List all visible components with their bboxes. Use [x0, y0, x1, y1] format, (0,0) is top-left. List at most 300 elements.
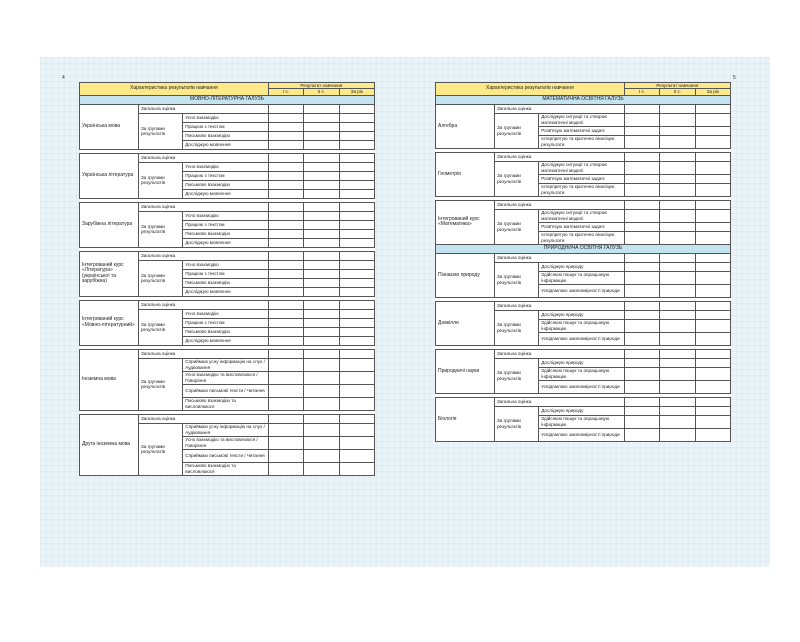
- grade-cell: [304, 309, 339, 318]
- result-item: Усно взаємодію: [183, 162, 269, 171]
- grade-cell: [268, 229, 303, 238]
- grade-cell: [304, 397, 339, 410]
- grade-cell: [304, 180, 339, 189]
- result-item: Усно взаємодію: [183, 211, 269, 220]
- general-assessment-label: Загальна оцінка: [495, 152, 625, 161]
- grade-cell: [268, 162, 303, 171]
- grade-cell: [695, 209, 730, 222]
- grade-cell: [695, 200, 730, 209]
- grade-cell: [624, 135, 659, 148]
- result-item: Інтерпретую та критично аналізую результати: [539, 231, 625, 244]
- grade-cell: [268, 287, 303, 296]
- subject-name: Іноземна мова: [80, 349, 139, 410]
- grade-cell: [624, 113, 659, 126]
- page-number-left: 4: [62, 75, 65, 81]
- grade-cell: [268, 113, 303, 122]
- section-band: МАТЕМАТИЧНА ОСВІТНЯ ГАЛУЗЬ: [436, 95, 731, 104]
- grade-cell: [268, 358, 303, 371]
- result-item: Досліджую ситуації та створює математичні моделі: [539, 113, 625, 126]
- grade-cell: [268, 202, 303, 211]
- subject-name: Природничі науки: [436, 349, 495, 393]
- grade-cell: [304, 278, 339, 287]
- grade-cell: [304, 113, 339, 122]
- grade-cell: [304, 122, 339, 131]
- grade-cell: [695, 367, 730, 380]
- grade-cell: [660, 174, 695, 183]
- grade-cell: [304, 449, 339, 462]
- general-assessment-label: Загальна оцінка: [495, 349, 625, 358]
- grade-cell: [304, 318, 339, 327]
- result-item: Усвідомлюю закономірності природи: [539, 332, 625, 345]
- grade-cell: [660, 135, 695, 148]
- grade-cell: [695, 161, 730, 174]
- grade-cell: [339, 384, 374, 397]
- grade-cell: [339, 309, 374, 318]
- result-item: Працюю з текстом: [183, 122, 269, 131]
- grade-cell: [660, 301, 695, 310]
- grade-cell: [695, 284, 730, 297]
- grade-cell: [304, 189, 339, 198]
- subject-name: Інтегрований курс «Мовно-літературний»: [80, 300, 139, 345]
- result-item: Здійснюю пошук та опрацьовую інформацію: [539, 271, 625, 284]
- subject-name: Біологія: [436, 397, 495, 441]
- grade-cell: [304, 162, 339, 171]
- grade-cell: [660, 231, 695, 244]
- general-assessment-label: Загальна оцінка: [495, 397, 625, 406]
- grade-cell: [624, 253, 659, 262]
- grade-cell: [268, 238, 303, 247]
- grade-cell: [660, 262, 695, 271]
- general-assessment-label: Загальна оцінка: [495, 253, 625, 262]
- grade-cell: [268, 171, 303, 180]
- grade-cell: [268, 449, 303, 462]
- grade-cell: [660, 349, 695, 358]
- grade-cell: [624, 367, 659, 380]
- grade-cell: [624, 406, 659, 415]
- subject-name: Алгебра: [436, 104, 495, 148]
- result-item: Досліджую мовлення: [183, 140, 269, 149]
- subject-name: Українська література: [80, 153, 139, 198]
- grade-cell: [624, 380, 659, 393]
- result-item: Працюю з текстом: [183, 318, 269, 327]
- grade-cell: [304, 211, 339, 220]
- results-table: [435, 82, 731, 442]
- grade-cell: [660, 126, 695, 135]
- general-assessment-label: Загальна оцінка: [139, 349, 269, 358]
- result-item: Письмово взаємодію: [183, 229, 269, 238]
- grade-cell: [660, 319, 695, 332]
- result-group-label: За групами результатів: [139, 309, 183, 345]
- subject-name: Довкілля: [436, 301, 495, 345]
- grade-cell: [304, 336, 339, 345]
- grade-cell: [624, 209, 659, 222]
- grade-cell: [624, 397, 659, 406]
- result-item: Сприймаю письмові тексти / Читання: [183, 384, 269, 397]
- grade-cell: [268, 189, 303, 198]
- grade-cell: [660, 152, 695, 161]
- grade-cell: [695, 358, 730, 367]
- document-sheet: [40, 57, 770, 567]
- grade-cell: [304, 131, 339, 140]
- grade-cell: [304, 436, 339, 449]
- grade-cell: [339, 336, 374, 345]
- grade-cell: [268, 462, 303, 475]
- grade-cell: [660, 209, 695, 222]
- result-item: Усно взаємодію: [183, 260, 269, 269]
- grade-cell: [695, 253, 730, 262]
- grade-cell: [268, 414, 303, 423]
- result-item: Працюю з текстом: [183, 269, 269, 278]
- grade-cell: [339, 318, 374, 327]
- grade-cell: [339, 113, 374, 122]
- general-assessment-label: Загальна оцінка: [495, 200, 625, 209]
- grade-cell: [268, 140, 303, 149]
- grade-cell: [660, 161, 695, 174]
- grade-cell: [660, 253, 695, 262]
- header-year: За рік: [695, 89, 730, 95]
- result-item: Письмово взаємодію та висловлююся: [183, 397, 269, 410]
- subject-name: Інтегрований курс «Література» (української та зарубіжна): [80, 251, 139, 296]
- grade-cell: [304, 349, 339, 358]
- grade-cell: [339, 449, 374, 462]
- grade-cell: [660, 367, 695, 380]
- result-item: Усвідомлюю закономірності природи: [539, 428, 625, 441]
- grade-cell: [339, 397, 374, 410]
- grade-cell: [304, 202, 339, 211]
- general-assessment-label: Загальна оцінка: [495, 301, 625, 310]
- grade-cell: [695, 310, 730, 319]
- result-group-label: За групами результатів: [495, 209, 539, 244]
- grade-cell: [268, 220, 303, 229]
- grade-cell: [660, 332, 695, 345]
- result-item: Досліджую природу: [539, 262, 625, 271]
- grade-cell: [268, 260, 303, 269]
- result-group-label: За групами результатів: [139, 113, 183, 149]
- grade-cell: [660, 113, 695, 126]
- grade-cell: [695, 301, 730, 310]
- table-header-title: Характеристика результатів навчання: [80, 83, 269, 96]
- general-assessment-label: Загальна оцінка: [139, 414, 269, 423]
- result-item: Досліджую природу: [539, 358, 625, 367]
- grade-cell: [304, 171, 339, 180]
- grade-cell: [660, 200, 695, 209]
- grade-cell: [624, 310, 659, 319]
- grade-cell: [695, 231, 730, 244]
- result-item: Досліджую природу: [539, 310, 625, 319]
- grade-cell: [339, 371, 374, 384]
- result-item: Здійснюю пошук та опрацьовую інформацію: [539, 415, 625, 428]
- grade-cell: [624, 152, 659, 161]
- grade-cell: [624, 161, 659, 174]
- grade-cell: [268, 371, 303, 384]
- grade-cell: [304, 462, 339, 475]
- table-header-title: Характеристика результатів навчання: [436, 83, 625, 96]
- grade-cell: [268, 180, 303, 189]
- subject-name: Українська мова: [80, 104, 139, 149]
- grade-cell: [339, 162, 374, 171]
- grade-cell: [695, 135, 730, 148]
- grade-cell: [339, 287, 374, 296]
- result-item: Працюю з текстом: [183, 220, 269, 229]
- grade-cell: [660, 380, 695, 393]
- result-group-label: За групами результатів: [139, 423, 183, 475]
- result-item: Досліджую мовлення: [183, 287, 269, 296]
- grade-cell: [624, 319, 659, 332]
- grade-cell: [624, 262, 659, 271]
- grade-cell: [268, 349, 303, 358]
- subject-name: Зарубіжна література: [80, 202, 139, 247]
- result-item: Інтерпретую та критично аналізую результати: [539, 135, 625, 148]
- grade-cell: [660, 104, 695, 113]
- page-number-right: 5: [733, 75, 736, 81]
- grade-cell: [660, 406, 695, 415]
- grade-cell: [695, 349, 730, 358]
- result-group-label: За групами результатів: [495, 310, 539, 345]
- general-assessment-label: Загальна оцінка: [139, 300, 269, 309]
- grade-cell: [304, 238, 339, 247]
- grade-cell: [339, 251, 374, 260]
- grade-cell: [695, 415, 730, 428]
- grade-cell: [339, 327, 374, 336]
- result-group-label: За групами результатів: [495, 358, 539, 393]
- general-assessment-label: Загальна оцінка: [139, 153, 269, 162]
- header-semester-2: ІІ с.: [304, 89, 339, 95]
- grade-cell: [304, 358, 339, 371]
- grade-cell: [268, 122, 303, 131]
- result-item: Досліджую ситуації та створює математичні моделі: [539, 161, 625, 174]
- result-item: Усвідомлюю закономірності природи: [539, 380, 625, 393]
- left-page: [79, 82, 375, 476]
- grade-cell: [268, 251, 303, 260]
- grade-cell: [695, 113, 730, 126]
- grade-cell: [624, 349, 659, 358]
- general-assessment-label: Загальна оцінка: [495, 104, 625, 113]
- grade-cell: [304, 229, 339, 238]
- result-group-label: За групами результатів: [495, 161, 539, 196]
- result-item: Розв'язую математичні задачі: [539, 174, 625, 183]
- grade-cell: [268, 131, 303, 140]
- grade-cell: [660, 358, 695, 367]
- grade-cell: [304, 423, 339, 436]
- grade-cell: [695, 406, 730, 415]
- grade-cell: [660, 310, 695, 319]
- subject-name: Пізнаємо природу: [436, 253, 495, 297]
- result-item: Розв'язую математичні задачі: [539, 222, 625, 231]
- grade-cell: [339, 278, 374, 287]
- result-item: Сприймаю усну інформацію на слух / Аудіювання: [183, 358, 269, 371]
- grade-cell: [268, 309, 303, 318]
- result-item: Усно взаємодію: [183, 309, 269, 318]
- grade-cell: [624, 284, 659, 297]
- result-group-label: За групами результатів: [139, 211, 183, 247]
- grade-cell: [339, 436, 374, 449]
- grade-cell: [695, 126, 730, 135]
- grade-cell: [304, 220, 339, 229]
- grade-cell: [304, 153, 339, 162]
- result-group-label: За групами результатів: [139, 358, 183, 410]
- grade-cell: [304, 287, 339, 296]
- general-assessment-label: Загальна оцінка: [139, 104, 269, 113]
- grade-cell: [339, 131, 374, 140]
- grade-cell: [339, 140, 374, 149]
- general-assessment-label: Загальна оцінка: [139, 251, 269, 260]
- grade-cell: [339, 462, 374, 475]
- grade-cell: [624, 104, 659, 113]
- table-header-results: Результат навчання: [268, 83, 374, 89]
- section-band: ПРИРОДНИЧА ОСВІТНЯ ГАЛУЗЬ: [436, 244, 731, 253]
- result-item: Усно взаємодію: [183, 113, 269, 122]
- grade-cell: [660, 183, 695, 196]
- grade-cell: [624, 231, 659, 244]
- grade-cell: [624, 415, 659, 428]
- result-item: Письмово взаємодію та висловлююся: [183, 462, 269, 475]
- result-item: Досліджую мовлення: [183, 336, 269, 345]
- result-item: Письмово взаємодію: [183, 278, 269, 287]
- result-item: Сприймаю письмові тексти / Читання: [183, 449, 269, 462]
- grade-cell: [660, 222, 695, 231]
- grade-cell: [695, 319, 730, 332]
- grade-cell: [695, 183, 730, 196]
- result-item: Усно взаємодію та висловлююся / Говоріння: [183, 436, 269, 449]
- grade-cell: [268, 104, 303, 113]
- result-item: Досліджую мовлення: [183, 238, 269, 247]
- grade-cell: [304, 269, 339, 278]
- grade-cell: [268, 269, 303, 278]
- grade-cell: [304, 251, 339, 260]
- grade-cell: [339, 358, 374, 371]
- grade-cell: [624, 200, 659, 209]
- header-semester-1: І с.: [624, 89, 659, 95]
- grade-cell: [339, 104, 374, 113]
- grade-cell: [695, 428, 730, 441]
- result-item: Працюю з текстом: [183, 171, 269, 180]
- grade-cell: [339, 414, 374, 423]
- grade-cell: [624, 126, 659, 135]
- result-item: Досліджую мовлення: [183, 189, 269, 198]
- result-item: Письмово взаємодію: [183, 180, 269, 189]
- grade-cell: [268, 336, 303, 345]
- header-semester-1: І с.: [268, 89, 303, 95]
- grade-cell: [268, 327, 303, 336]
- grade-cell: [695, 262, 730, 271]
- grade-cell: [695, 152, 730, 161]
- result-item: Розв'язую математичні задачі: [539, 126, 625, 135]
- grade-cell: [304, 140, 339, 149]
- grade-cell: [304, 327, 339, 336]
- header-semester-2: ІІ с.: [660, 89, 695, 95]
- grade-cell: [304, 260, 339, 269]
- result-group-label: За групами результатів: [495, 262, 539, 297]
- grade-cell: [304, 414, 339, 423]
- section-band: МОВНО-ЛІТЕРАТУРНА ГАЛУЗЬ: [80, 95, 375, 104]
- result-item: Здійснюю пошук та опрацьовую інформацію: [539, 367, 625, 380]
- grade-cell: [695, 397, 730, 406]
- grade-cell: [339, 189, 374, 198]
- grade-cell: [339, 180, 374, 189]
- result-group-label: За групами результатів: [495, 406, 539, 441]
- grade-cell: [268, 436, 303, 449]
- grade-cell: [660, 271, 695, 284]
- result-item: Інтерпретую та критично аналізую результати: [539, 183, 625, 196]
- grade-cell: [624, 174, 659, 183]
- grade-cell: [695, 174, 730, 183]
- result-group-label: За групами результатів: [495, 113, 539, 148]
- grade-cell: [339, 202, 374, 211]
- grade-cell: [339, 300, 374, 309]
- grade-cell: [660, 428, 695, 441]
- grade-cell: [304, 104, 339, 113]
- grade-cell: [268, 278, 303, 287]
- grade-cell: [339, 423, 374, 436]
- grade-cell: [339, 229, 374, 238]
- result-item: Досліджую ситуації та створює математичні моделі: [539, 209, 625, 222]
- general-assessment-label: Загальна оцінка: [139, 202, 269, 211]
- grade-cell: [339, 238, 374, 247]
- grade-cell: [268, 384, 303, 397]
- results-table: [79, 82, 375, 476]
- grade-cell: [339, 153, 374, 162]
- header-year: За рік: [339, 89, 374, 95]
- grade-cell: [268, 153, 303, 162]
- result-group-label: За групами результатів: [139, 162, 183, 198]
- grade-cell: [624, 271, 659, 284]
- grade-cell: [624, 222, 659, 231]
- result-group-label: За групами результатів: [139, 260, 183, 296]
- result-item: Письмово взаємодію: [183, 131, 269, 140]
- grade-cell: [660, 397, 695, 406]
- grade-cell: [695, 380, 730, 393]
- grade-cell: [339, 269, 374, 278]
- grade-cell: [268, 211, 303, 220]
- grade-cell: [660, 415, 695, 428]
- grade-cell: [339, 220, 374, 229]
- subject-name: Інтегрований курс «Математика»: [436, 200, 495, 244]
- grade-cell: [339, 122, 374, 131]
- grade-cell: [304, 384, 339, 397]
- result-item: Досліджую природу: [539, 406, 625, 415]
- grade-cell: [624, 428, 659, 441]
- grade-cell: [304, 300, 339, 309]
- grade-cell: [660, 284, 695, 297]
- result-item: Письмово взаємодію: [183, 327, 269, 336]
- grade-cell: [339, 171, 374, 180]
- grade-cell: [268, 300, 303, 309]
- grade-cell: [624, 301, 659, 310]
- grade-cell: [268, 318, 303, 327]
- grade-cell: [624, 183, 659, 196]
- subject-name: Друга іноземна мова: [80, 414, 139, 475]
- result-item: Усвідомлюю закономірності природи: [539, 284, 625, 297]
- grade-cell: [339, 211, 374, 220]
- table-header-results: Результат навчання: [624, 83, 730, 89]
- grade-cell: [695, 271, 730, 284]
- right-page: [435, 82, 731, 442]
- grade-cell: [624, 332, 659, 345]
- grade-cell: [304, 371, 339, 384]
- grade-cell: [695, 222, 730, 231]
- result-item: Усно взаємодію та висловлююся / Говоріння: [183, 371, 269, 384]
- grade-cell: [268, 423, 303, 436]
- grade-cell: [624, 358, 659, 367]
- result-item: Сприймаю усну інформацію на слух / Аудіювання: [183, 423, 269, 436]
- grade-cell: [695, 332, 730, 345]
- grade-cell: [268, 397, 303, 410]
- grade-cell: [339, 260, 374, 269]
- grade-cell: [339, 349, 374, 358]
- subject-name: Геометрія: [436, 152, 495, 196]
- result-item: Здійснюю пошук та опрацьовую інформацію: [539, 319, 625, 332]
- grade-cell: [695, 104, 730, 113]
